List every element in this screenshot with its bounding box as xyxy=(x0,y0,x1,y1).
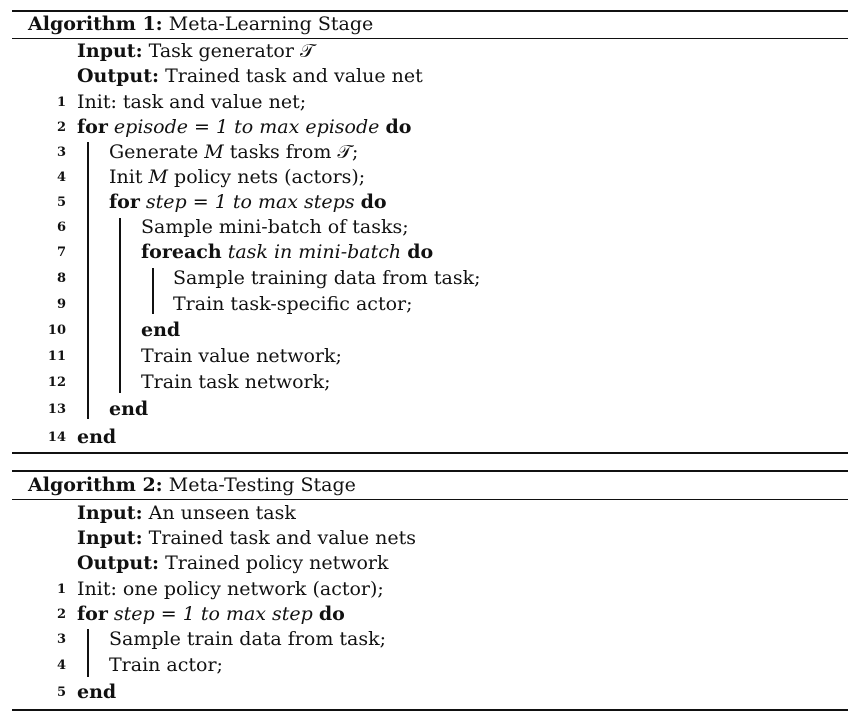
block-bar xyxy=(152,268,154,314)
algo1-output xyxy=(77,64,423,89)
algo1-output-text: Trained task and value net xyxy=(165,65,423,87)
line-number: 10 xyxy=(47,323,66,338)
algo2-output-text: Trained policy network xyxy=(165,552,389,574)
loop-condition: step = 1 to max steps xyxy=(145,191,355,213)
line-number: 2 xyxy=(56,120,66,135)
code-line: Train task network; xyxy=(141,371,331,393)
keyword: for xyxy=(77,116,108,138)
code-line xyxy=(109,190,387,215)
algo1-caption-title: Meta-Learning Stage xyxy=(168,13,374,35)
algo1-input-symbol: 𝒯 xyxy=(299,40,315,62)
algo2-input xyxy=(77,526,416,551)
code-line: Sample train data from task; xyxy=(109,628,387,650)
algo2-caption-rule xyxy=(12,499,848,500)
line-number: 14 xyxy=(47,430,66,445)
code-line: Train task-specific actor; xyxy=(173,293,413,315)
line-number: 9 xyxy=(56,297,66,312)
line-number: 2 xyxy=(56,607,66,622)
algo2-input-keyword: Input: xyxy=(77,502,143,524)
loop-condition: task in mini-batch xyxy=(227,241,402,263)
block-bar xyxy=(119,218,121,393)
code-text: policy nets (actors); xyxy=(174,166,366,188)
code-line xyxy=(77,115,411,140)
algo2-input xyxy=(77,501,296,526)
code-text: Generate xyxy=(109,141,199,163)
code-line: Sample mini-batch of tasks; xyxy=(141,216,409,238)
code-line: Train actor; xyxy=(109,654,223,676)
keyword: end xyxy=(77,681,117,703)
algo2-output-keyword: Output: xyxy=(77,552,160,574)
line-number: 3 xyxy=(56,145,66,160)
line-number: 8 xyxy=(56,271,66,286)
code-line: Init: one policy network (actor); xyxy=(77,578,384,600)
block-bar xyxy=(87,629,89,677)
math-variable: M xyxy=(204,141,224,163)
algo2-input-text: Trained task and value nets xyxy=(148,527,417,549)
keyword: foreach xyxy=(141,241,222,263)
algo1-caption-label: Algorithm 1: xyxy=(28,13,163,35)
code-line: Sample training data from task; xyxy=(173,267,481,289)
code-line: Train value network; xyxy=(141,345,342,367)
line-number: 6 xyxy=(56,220,66,235)
keyword: for xyxy=(77,603,108,625)
loop-condition: step = 1 to max step xyxy=(113,603,313,625)
keyword: do xyxy=(407,241,434,263)
algo2-input-text: An unseen task xyxy=(148,502,296,524)
block-bar xyxy=(87,142,89,419)
line-number: 11 xyxy=(47,349,66,364)
algo1-caption xyxy=(28,13,373,35)
algo1-input xyxy=(77,39,315,64)
algo1-input-text: Task generator xyxy=(148,40,294,62)
line-number: 1 xyxy=(56,582,66,597)
line-number: 13 xyxy=(47,402,66,417)
line-number: 7 xyxy=(56,245,66,260)
keyword: do xyxy=(318,603,345,625)
keyword: do xyxy=(385,116,412,138)
code-line xyxy=(109,165,365,190)
keyword: end xyxy=(77,426,117,448)
algo2-caption-title: Meta-Testing Stage xyxy=(168,474,356,496)
math-symbol: 𝒯 xyxy=(337,141,352,163)
keyword: do xyxy=(360,191,387,213)
line-number: 4 xyxy=(56,658,66,673)
algo1-top-rule xyxy=(12,10,848,12)
keyword: end xyxy=(141,319,181,341)
keyword: end xyxy=(109,398,149,420)
algo1-bottom-rule xyxy=(12,452,848,454)
code-text: ; xyxy=(351,141,359,163)
line-number: 3 xyxy=(56,632,66,647)
keyword: for xyxy=(109,191,140,213)
line-number: 5 xyxy=(56,685,66,700)
algo2-bottom-rule xyxy=(12,709,848,711)
algo2-caption-label: Algorithm 2: xyxy=(28,474,163,496)
loop-condition: episode = 1 to max episode xyxy=(113,116,380,138)
algo1-input-keyword: Input: xyxy=(77,40,143,62)
code-line: Init: task and value net; xyxy=(77,91,307,113)
algo2-top-rule xyxy=(12,470,848,472)
line-number: 12 xyxy=(47,375,66,390)
line-number: 1 xyxy=(56,95,66,110)
line-number: 4 xyxy=(56,170,66,185)
code-text: tasks from xyxy=(229,141,332,163)
algo2-caption xyxy=(28,474,356,496)
math-variable: M xyxy=(148,166,168,188)
algo1-output-keyword: Output: xyxy=(77,65,160,87)
code-line xyxy=(141,240,433,265)
algo2-input-keyword: Input: xyxy=(77,527,143,549)
line-number: 5 xyxy=(56,195,66,210)
code-line xyxy=(77,602,345,627)
code-text: Init xyxy=(109,166,143,188)
algo2-output xyxy=(77,551,389,576)
code-line xyxy=(109,140,358,165)
